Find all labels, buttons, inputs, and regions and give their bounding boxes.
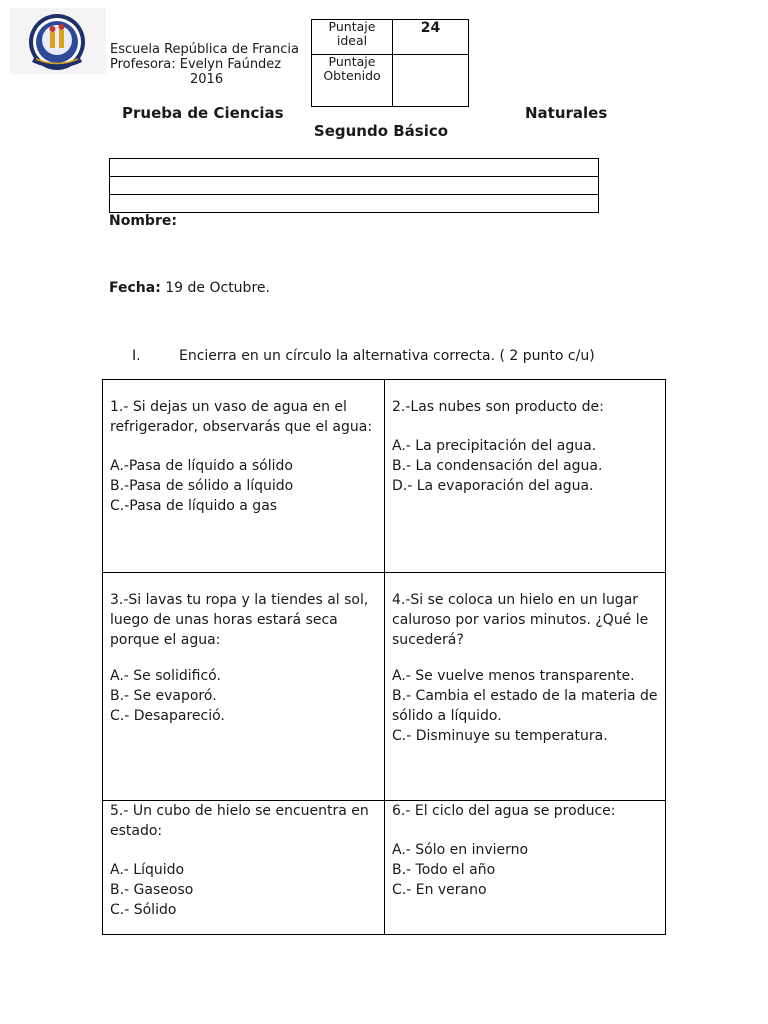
option-item[interactable]: A.- La precipitación del agua. xyxy=(392,438,597,454)
school-year: 2016 xyxy=(190,72,224,87)
question-text: 5.- Un cubo de hielo se encuentra en estado: xyxy=(110,803,369,839)
option-item[interactable]: B.- Cambia el estado de la materia de sólido a líquido. xyxy=(392,688,658,724)
instruction-text: Encierra en un círculo la alternativa correcta. ( 2 punto c/u) xyxy=(179,348,595,364)
option-item[interactable]: A.- Líquido xyxy=(110,862,185,878)
question-text: 2.-Las nubes son producto de: xyxy=(392,399,604,415)
question-text: 3.-Si lavas tu ropa y la tiendes al sol, luego de unas horas estará seca porque el agua: xyxy=(110,592,369,648)
option-item[interactable]: B.- La condensación del agua. xyxy=(392,458,603,474)
subtitle: Segundo Básico xyxy=(313,122,449,140)
options-list xyxy=(392,436,659,496)
option-item[interactable]: B.- Todo el año xyxy=(392,862,496,878)
option-item[interactable]: A.- Se vuelve menos transparente. xyxy=(392,668,635,684)
date-field xyxy=(109,280,270,296)
school-crest-icon xyxy=(10,8,106,74)
question-cell xyxy=(103,573,385,801)
options-list xyxy=(392,666,659,746)
option-item[interactable]: C.-Pasa de líquido a gas xyxy=(110,498,278,514)
title-part2: Naturales xyxy=(525,104,608,122)
name-field xyxy=(109,213,177,229)
question-cell xyxy=(385,380,666,573)
option-item[interactable]: C.- Disminuye su temperatura. xyxy=(392,728,608,744)
blank-line[interactable] xyxy=(109,194,599,213)
option-item[interactable]: B.- Se evaporó. xyxy=(110,688,217,704)
option-item[interactable]: C.- Desapareció. xyxy=(110,708,225,724)
ideal-score-label: Puntaje ideal xyxy=(312,20,393,55)
school-name: Escuela República de Francia xyxy=(110,42,299,57)
option-item[interactable]: A.-Pasa de líquido a sólido xyxy=(110,458,293,474)
option-item[interactable]: B.- Gaseoso xyxy=(110,882,194,898)
option-item[interactable]: C.- Sólido xyxy=(110,902,177,918)
school-info xyxy=(110,42,299,87)
question-text: 4.-Si se coloca un hielo en un lugar caluroso por varios minutos. ¿Qué le sucederá? xyxy=(392,592,649,648)
questions-table xyxy=(102,379,666,935)
option-item[interactable]: A.- Se solidificó. xyxy=(110,668,221,684)
blank-line[interactable] xyxy=(109,176,599,194)
title-part1: Prueba de Ciencias xyxy=(122,104,284,122)
ideal-score-value: 24 xyxy=(393,20,469,55)
options-list xyxy=(110,666,378,726)
options-list xyxy=(392,840,659,900)
score-table xyxy=(311,19,469,107)
option-item[interactable]: C.- En verano xyxy=(392,882,487,898)
options-list xyxy=(110,860,378,920)
question-cell xyxy=(385,801,666,935)
option-item[interactable]: B.-Pasa de sólido a líquido xyxy=(110,478,294,494)
question-text: 6.- El ciclo del agua se produce: xyxy=(392,803,616,819)
question-cell xyxy=(103,380,385,573)
question-cell xyxy=(103,801,385,935)
name-label: Nombre: xyxy=(109,213,177,229)
instruction-numeral: I. xyxy=(132,348,141,364)
question-cell xyxy=(385,573,666,801)
school-logo xyxy=(10,8,106,74)
options-list xyxy=(110,456,378,516)
student-info-box xyxy=(109,158,599,213)
obtained-score-value[interactable] xyxy=(393,55,469,107)
question-text: 1.- Si dejas un vaso de agua en el refrigerador, observarás que el agua: xyxy=(110,399,373,435)
obtained-score-label: Puntaje Obtenido xyxy=(312,55,393,107)
option-item[interactable]: D.- La evaporación del agua. xyxy=(392,478,594,494)
date-label: Fecha: xyxy=(109,280,161,296)
teacher-name: Profesora: Evelyn Faúndez xyxy=(110,57,282,72)
blank-line[interactable] xyxy=(109,158,599,176)
option-item[interactable]: A.- Sólo en invierno xyxy=(392,842,529,858)
date-value: 19 de Octubre. xyxy=(165,280,270,296)
